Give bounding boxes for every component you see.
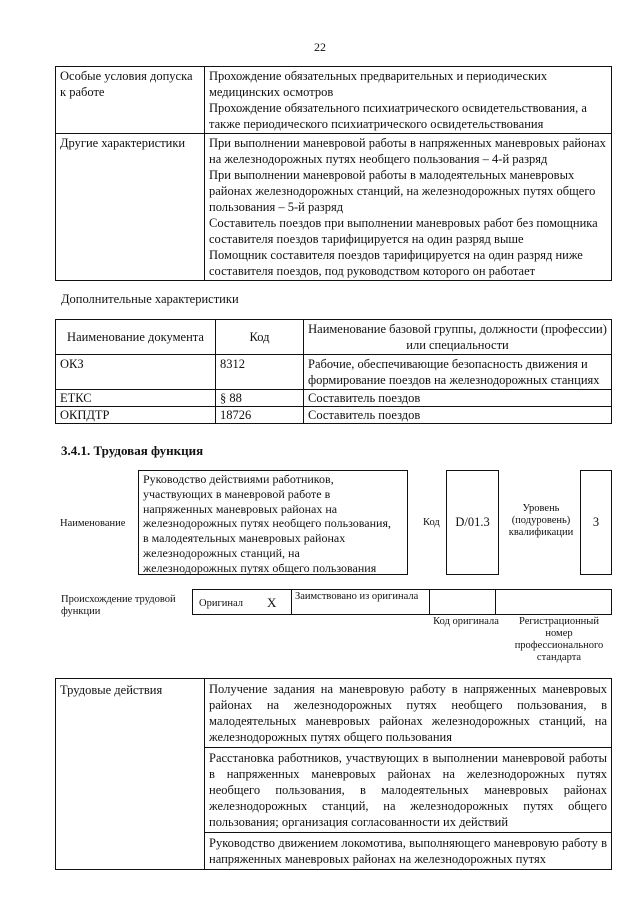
conditions-table — [55, 66, 612, 281]
actions-table — [55, 678, 612, 870]
level-label: Уровень (подуровень) квалификации — [508, 503, 574, 538]
table-row — [56, 67, 612, 134]
actions-label: Трудовые действия — [56, 679, 205, 870]
name-label: Наименование — [60, 518, 126, 529]
function-name-line: Руководство действиями работников, — [143, 472, 334, 486]
row-label: Особые условия допуска к работе — [56, 67, 205, 134]
code-label: Код — [423, 517, 440, 528]
origin-label: Происхождение трудовой функции — [61, 594, 176, 617]
row-line: При выполнении маневровой работы в малодеятельных маневровых районах железнодорожных станций, на железнодорожных путях общего пользования – 5-й разряд — [209, 168, 596, 214]
function-name-line: железнодорожных путях необщего пользования, — [143, 516, 391, 531]
table-cell: Составитель поездов — [304, 407, 612, 424]
function-name-line: железнодорожных путях общего пользования — [143, 560, 377, 575]
table-header-row — [56, 320, 612, 355]
table-cell: 18726 — [216, 407, 304, 424]
column-header: Код — [216, 320, 304, 355]
table-row — [56, 407, 612, 424]
column-header: Наименование документа — [56, 320, 216, 355]
table-row — [56, 390, 612, 407]
page-number: 22 — [314, 40, 326, 54]
column-header: Наименование базовой группы, должности (профессии) или специальности — [304, 320, 612, 355]
function-code: D/01.3 — [455, 515, 490, 529]
table-cell: ОКЗ — [56, 355, 216, 390]
row-line: Помощник составителя поездов тарифицируется на один разряд ниже составителя поездов, под руководством которого он работает — [209, 248, 583, 278]
table-cell: ОКПДТР — [56, 407, 216, 424]
action-item: Получение задания на маневровую работу в напряженных маневровых районах на железнодорожных путях необщего пользования, в малодеятельных маневровых районах железнодорожных станций, на железнодорожных путях общего пользования — [209, 682, 607, 744]
function-code-box — [446, 470, 499, 575]
table-cell: 8312 — [216, 355, 304, 390]
function-heading: 3.4.1. Трудовая функция — [61, 443, 204, 458]
action-item: Расстановка работников, участвующих в выполнении маневровой работы в напряженных маневровых районах на железнодорожных путях необщего пользования, в малодеятельных маневровых районах железнодорожных станций, на железнодорожных путях общего пользования; организация согласованности их действий — [205, 747, 611, 832]
function-name-box — [138, 470, 408, 575]
function-name-line: железнодорожных станций, на — [143, 545, 300, 560]
row-line: Прохождение обязательных предварительных и периодических медицинских осмотров — [209, 69, 548, 99]
function-level: 3 — [592, 515, 600, 529]
table-row — [56, 679, 612, 870]
table-cell: § 88 — [216, 390, 304, 407]
function-name-line: в малодеятельных маневровых районах — [143, 531, 346, 546]
row-line: При выполнении маневровой работы в напряженных маневровых районах на железнодорожных путях необщего пользования – 4-й разряд — [209, 136, 606, 166]
additional-table — [55, 319, 612, 424]
additional-heading: Дополнительные характеристики — [61, 292, 239, 306]
origin-box — [192, 589, 612, 615]
borrowed-label: Заимствовано из оригинала — [295, 591, 419, 602]
table-cell: Составитель поездов — [304, 390, 612, 407]
table-cell: Рабочие, обеспечивающие безопасность движения и формирование поездов на железнодорожных станциях — [304, 355, 612, 390]
original-mark: X — [267, 595, 277, 610]
function-name-line: напряженных маневровых районах на — [143, 501, 338, 516]
original-label: Оригинал — [199, 598, 243, 609]
table-cell: ЕТКС — [56, 390, 216, 407]
function-level-box — [580, 470, 612, 575]
row-line: Прохождение обязательного психиатрического освидетельствования, а также периодического психиатрического освидетельствования — [209, 101, 587, 131]
row-label: Другие характеристики — [56, 134, 205, 281]
table-row — [56, 355, 612, 390]
row-line: Составитель поездов при выполнении маневровых работ без помощника составителя поездов тарифицируется на один разряд выше — [209, 216, 598, 246]
table-row — [56, 134, 612, 281]
function-name-line: участвующих в маневровой работе в — [143, 486, 331, 501]
reg-caption: Регистрационный номер профессионального стандарта — [514, 616, 604, 663]
action-item: Руководство движением локомотива, выполняющего маневровую работу в напряженных маневровых районах на железнодорожных путях — [205, 832, 611, 869]
code-caption: Код оригинала — [433, 616, 499, 627]
